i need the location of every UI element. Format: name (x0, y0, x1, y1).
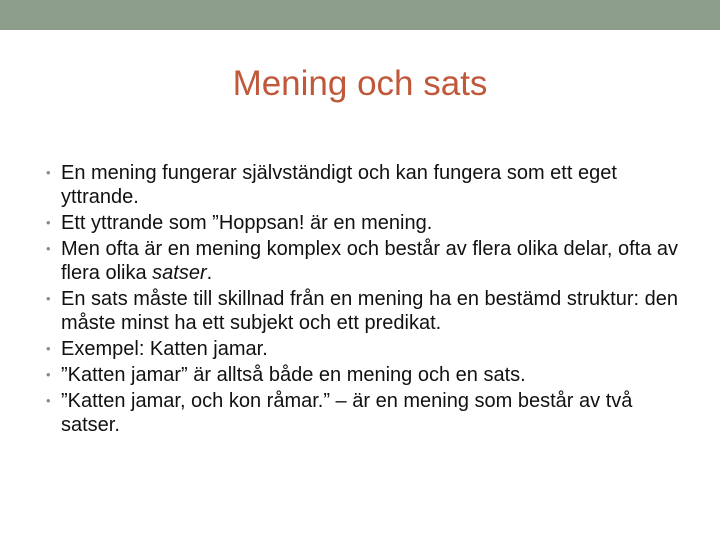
bullet-text: ”Katten jamar, och kon råmar.” – är en mening som består av två satser. (61, 390, 633, 436)
slide-title: Mening och sats (232, 64, 488, 103)
bullet-marker: • (46, 165, 51, 180)
bullet-marker: • (46, 393, 51, 408)
bullet-text: En mening fungerar självständigt och kan fungera som ett eget yttrande. (61, 162, 617, 208)
bullet-marker: • (46, 291, 51, 306)
bullet-marker: • (46, 367, 51, 382)
bullet-text: En sats måste till skillnad från en mening ha en bestämd struktur: den måste minst ha ett subjekt och ett predikat. (61, 288, 678, 334)
bullet-marker: • (46, 341, 51, 356)
bullet-text: Ett yttrande som ”Hoppsan! är en mening. (61, 212, 433, 234)
bullet-list (46, 161, 696, 439)
bullet-item (46, 161, 696, 209)
bullet-item (46, 389, 696, 437)
top-accent-bar (0, 0, 720, 30)
bullet-text-end: . (206, 262, 213, 284)
bullet-text: ”Katten jamar” är alltså både en mening och en sats. (61, 364, 526, 386)
bullet-item (46, 363, 696, 387)
bullet-item (46, 287, 696, 335)
bullet-marker: • (46, 241, 51, 256)
bullet-text: Exempel: Katten jamar. (61, 338, 268, 360)
bullet-emphasis: satser (152, 262, 207, 284)
bullet-item (46, 237, 696, 285)
bullet-item (46, 337, 696, 361)
bullet-item (46, 211, 696, 235)
bullet-marker: • (46, 215, 51, 230)
bullet-text: Men ofta är en mening komplex och består av flera olika delar, ofta av flera olika (61, 238, 679, 284)
